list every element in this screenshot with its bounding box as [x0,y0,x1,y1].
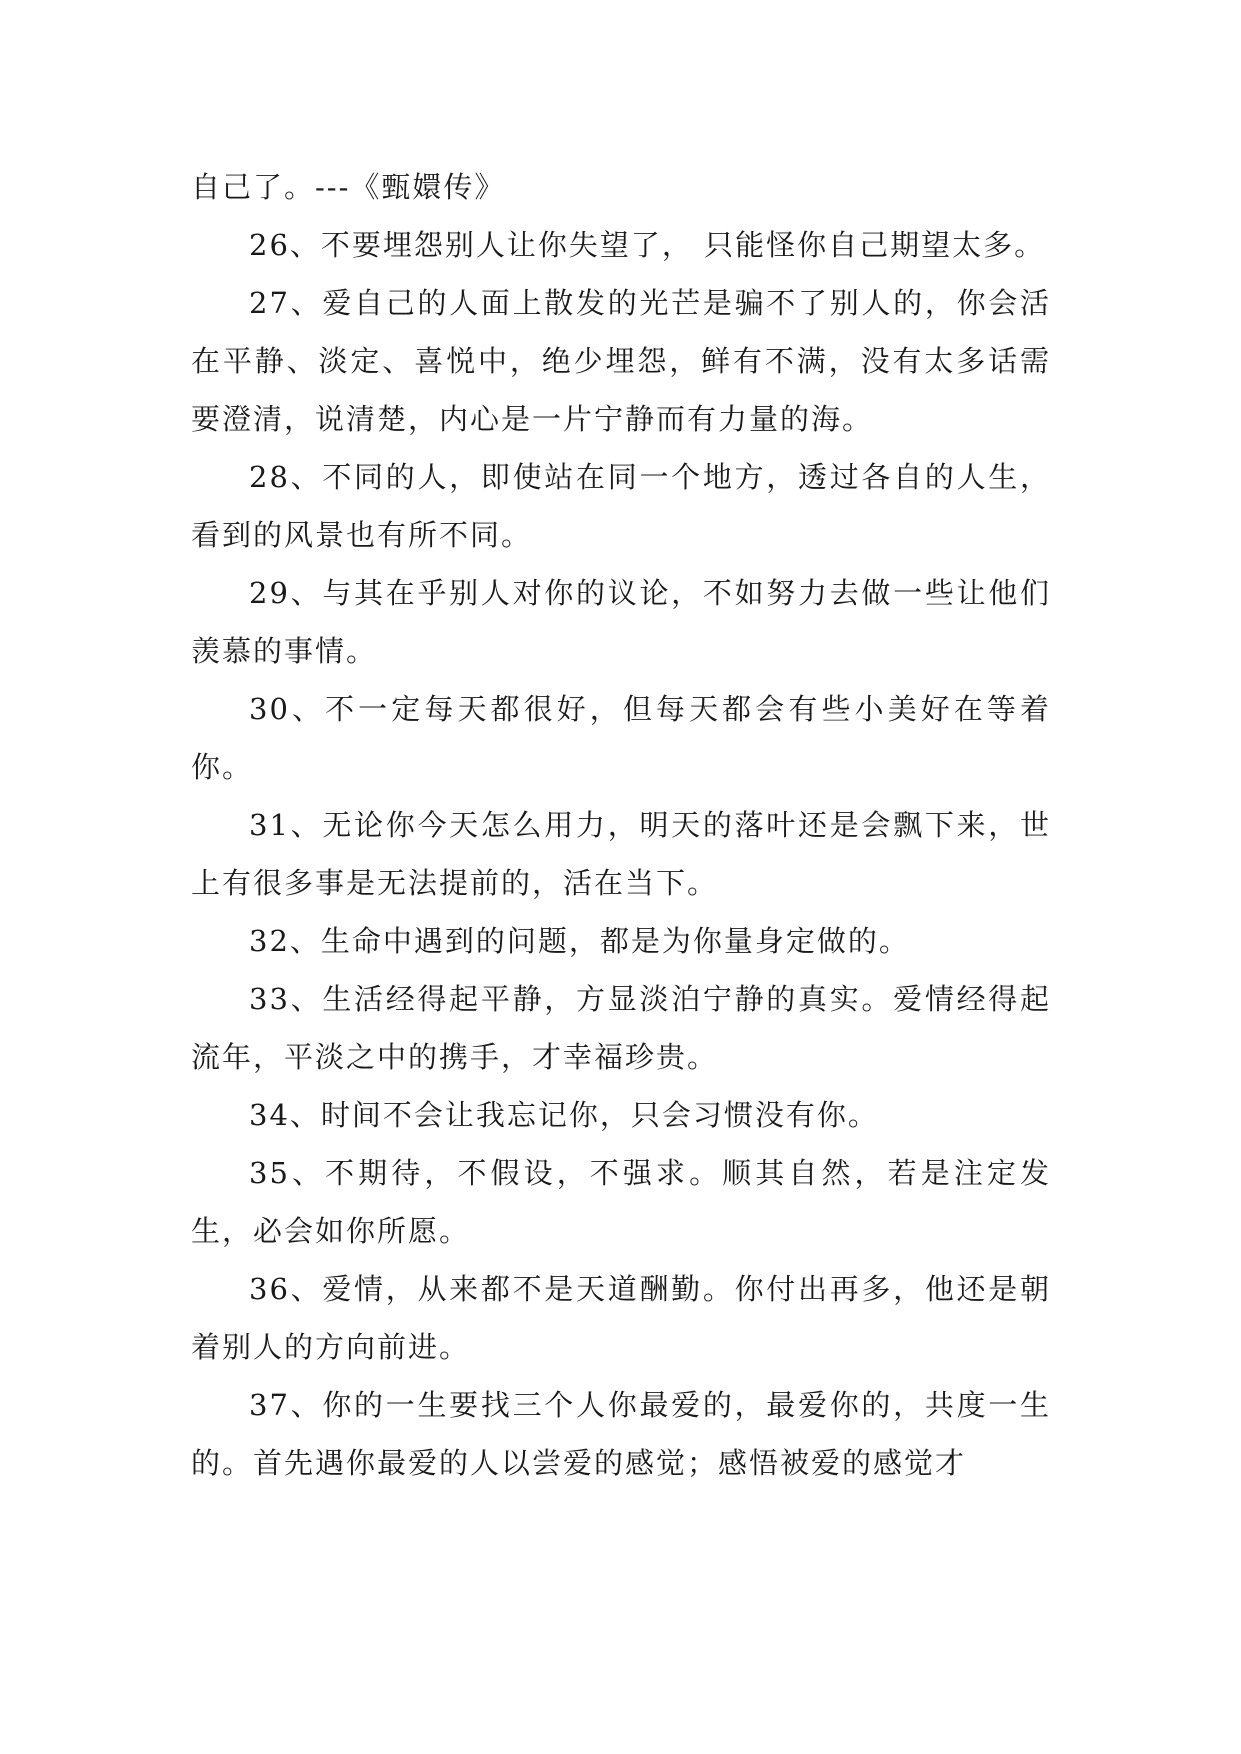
document-body [191,158,1051,1492]
paragraph-34: 34、时间不会让我忘记你，只会习惯没有你。 [249,1098,879,1132]
paragraph-32: 32、生命中遇到的问题，都是为你量身定做的。 [249,924,910,958]
paragraph-36: 36、爱情，从来都不是天道酬勤。你付出再多，他还是朝着别人的方向前进。 [191,1272,1051,1364]
paragraph-31: 31、无论你今天怎么用力，明天的落叶还是会飘下来，世上有很多事是无法提前的，活在当下。 [191,808,1051,900]
paragraph-33: 33、生活经得起平静，方显淡泊宁静的真实。爱情经得起流年，平淡之中的携手，才幸福珍贵。 [191,982,1051,1074]
paragraph-26: 26、不要埋怨别人让你失望了， 只能怪你自己期望太多。 [249,228,1046,262]
paragraph-30: 30、不一定每天都很好，但每天都会有些小美好在等着你。 [191,692,1051,784]
paragraph-37: 37、你的一生要找三个人你最爱的，最爱你的，共度一生的。首先遇你最爱的人以尝爱的感觉；感悟被爱的感觉才 [191,1388,1051,1480]
paragraph-35: 35、不期待，不假设，不强求。顺其自然，若是注定发生，必会如你所愿。 [191,1156,1051,1248]
paragraph-28: 28、不同的人，即使站在同一个地方，透过各自的人生，看到的风景也有所不同。 [191,460,1051,552]
paragraph-27: 27、爱自己的人面上散发的光芒是骗不了别人的，你会活在平静、淡定、喜悦中，绝少埋怨，鲜有不满，没有太多话需要澄清，说清楚，内心是一片宁静而有力量的海。 [191,286,1051,436]
paragraph-continuation: 自己了。---《甄嬛传》 [191,170,506,204]
paragraph-29: 29、与其在乎别人对你的议论，不如努力去做一些让他们羡慕的事情。 [191,576,1051,668]
